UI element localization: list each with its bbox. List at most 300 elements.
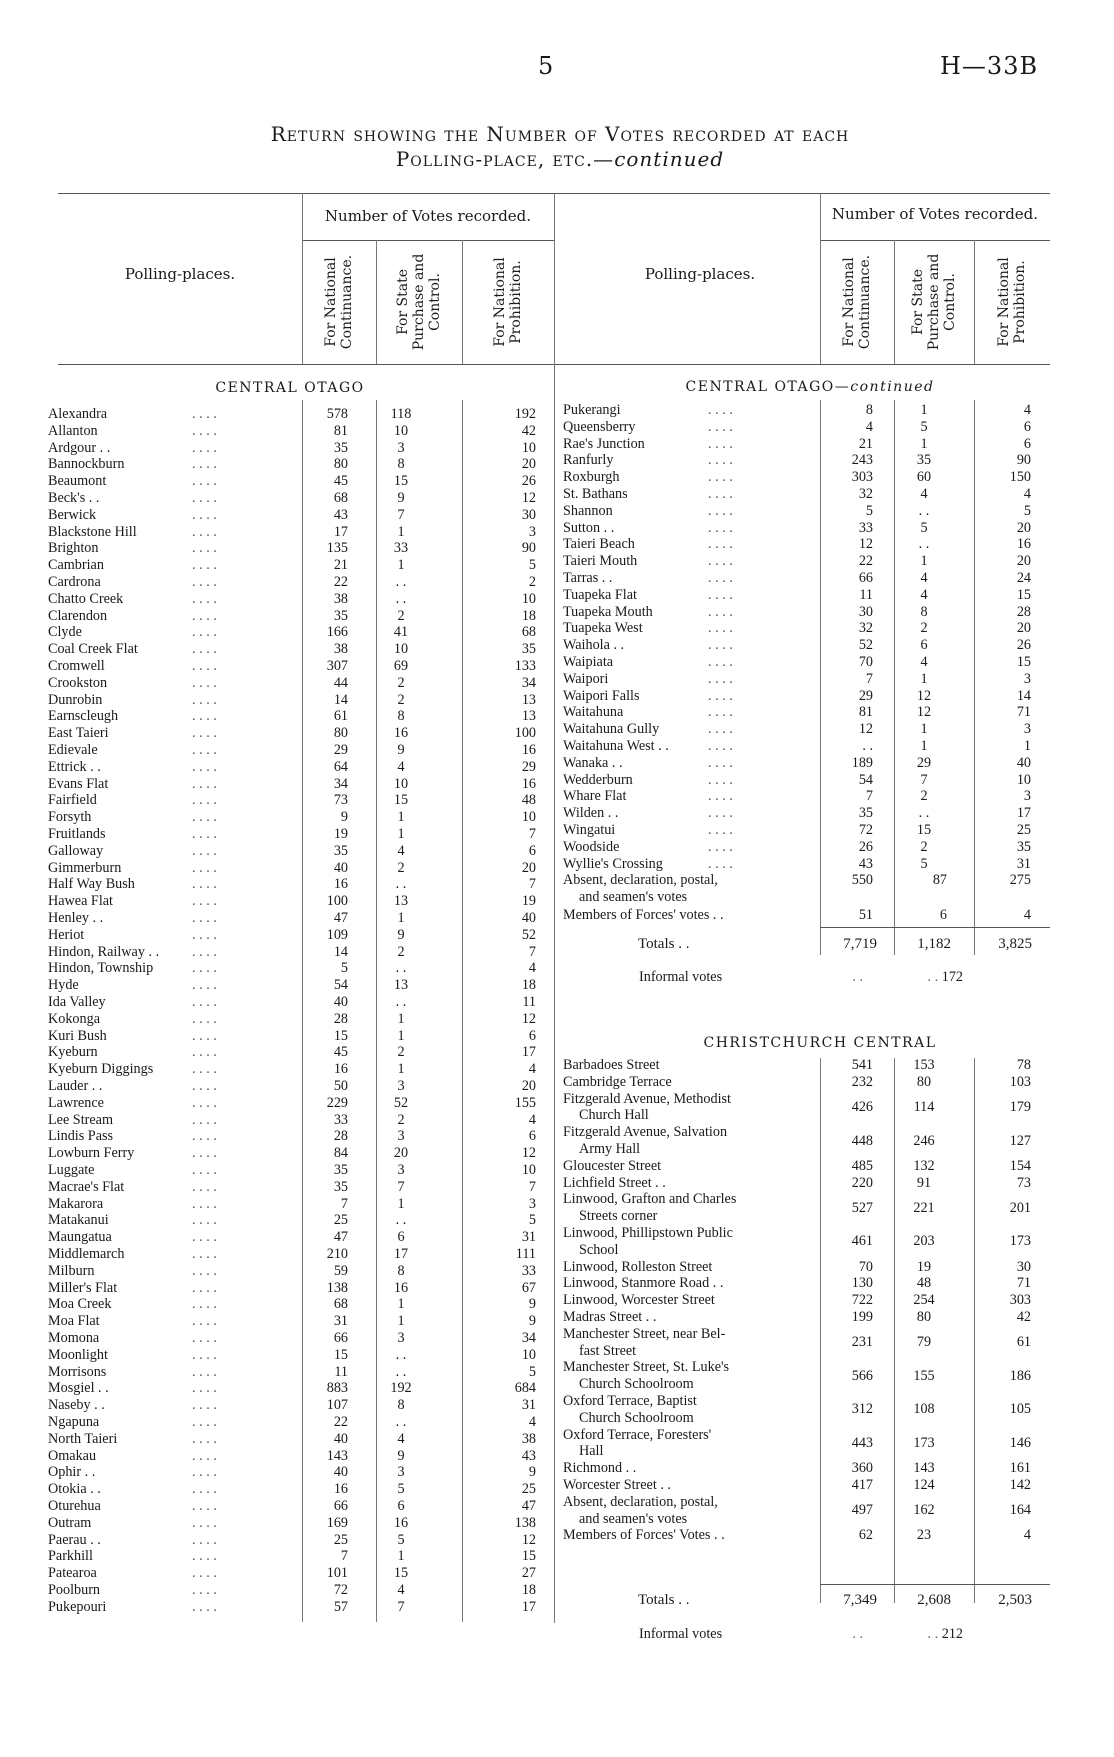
leader-dots: . . . . [192, 1279, 217, 1296]
prohibition-value: 100 [514, 725, 536, 742]
prohibition-value: 9 [528, 1296, 536, 1313]
polling-place-name: Forsyth [48, 809, 92, 826]
continuance-value: 35 [333, 1178, 348, 1195]
prohibition-value: 12 [521, 490, 536, 506]
polling-place-name: Lindis Pass [48, 1128, 114, 1145]
state-purchase-value: 5 [397, 1531, 405, 1548]
leader-dots: . . . . [192, 1044, 217, 1061]
polling-place-name-line-1: Manchester Street, near Bel- [563, 1325, 726, 1342]
prohibition-value: 154 [1009, 1157, 1031, 1174]
state-purchase-value: 9 [397, 490, 405, 506]
table-row [48, 692, 548, 709]
prohibition-value: 5 [528, 557, 536, 574]
prohibition-value: 3 [528, 1195, 536, 1212]
leader-dots: . . . . [192, 1229, 217, 1246]
continuance-value: 32 [858, 486, 873, 502]
table-row [563, 1309, 1053, 1326]
table-row [48, 1414, 548, 1431]
members-state: 6 [939, 907, 947, 923]
continuance-value: 29 [858, 687, 873, 704]
state-purchase-value: 35 [916, 452, 932, 469]
prohibition-value: 173 [1009, 1233, 1031, 1250]
polling-place-name: Wedderburn [563, 771, 633, 788]
state-purchase-value: 1 [397, 910, 405, 926]
table-row [563, 738, 1053, 755]
title-line-2-text: Polling-place, etc.— [395, 147, 615, 171]
page-title [60, 122, 1060, 172]
state-purchase-value: . . [918, 502, 930, 519]
header-number-of-votes-left: Number of Votes recorded. [324, 207, 532, 225]
polling-place-name: Mosgiel . . [48, 1380, 109, 1397]
continuance-value: 38 [333, 590, 348, 607]
polling-place-name: Dunrobin [48, 691, 103, 708]
informal-dots: . . [852, 969, 863, 985]
continuance-value: 62 [858, 1527, 873, 1544]
prohibition-value: 78 [1016, 1057, 1031, 1073]
polling-place-name-line-1: Absent, declaration, postal, [563, 1493, 718, 1510]
table-row [563, 419, 1053, 436]
polling-place-name [563, 1460, 636, 1477]
prohibition-value: 18 [521, 1582, 536, 1598]
state-purchase-value: 173 [913, 1434, 935, 1451]
table-row [48, 1599, 548, 1616]
state-purchase-value: . . [395, 1414, 407, 1430]
polling-place-name [563, 1359, 729, 1393]
polling-place-name: Waitahuna Gully [563, 721, 660, 738]
prohibition-value: 684 [514, 1380, 536, 1397]
state-purchase-value: 15 [916, 822, 932, 838]
polling-place-name: Lauder . . [48, 1078, 103, 1094]
state-purchase-value: 114 [913, 1098, 935, 1115]
informal-label: Informal votes [639, 1626, 723, 1642]
prohibition-value: 17 [521, 1044, 536, 1061]
polling-place-name: Waipori Falls [563, 687, 640, 704]
continuance-value: 578 [326, 406, 348, 422]
table-row [563, 772, 1053, 789]
leader-dots: . . . . [192, 792, 217, 809]
continuance-value: 138 [326, 1279, 348, 1296]
state-purchase-value: 8 [397, 1262, 405, 1279]
continuance-value: 21 [858, 435, 873, 452]
continuance-value: 166 [326, 624, 348, 641]
continuance-value: 70 [858, 1258, 873, 1275]
table-row [563, 486, 1053, 503]
prohibition-value: 2 [528, 574, 536, 590]
state-purchase-value: 1 [920, 721, 928, 738]
prohibition-value: 24 [1016, 570, 1031, 586]
leader-dots: . . . . [708, 771, 733, 788]
continuance-value: 66 [333, 1498, 348, 1514]
table-row [48, 1498, 548, 1515]
leader-dots: . . . . [192, 910, 217, 926]
state-purchase-value: 3 [397, 1128, 405, 1145]
prohibition-value: 20 [1016, 519, 1031, 536]
polling-place-name: Omakau [48, 1447, 97, 1464]
continuance-value: 44 [333, 674, 348, 691]
prohibition-value: 16 [1016, 536, 1031, 553]
prohibition-value: 29 [521, 758, 536, 775]
table-row [48, 1313, 548, 1330]
polling-place-name: Parkhill [48, 1548, 93, 1565]
polling-place-name-line-2: Army Hall [579, 1140, 641, 1157]
prohibition-value: 5 [528, 1363, 536, 1380]
state-purchase-value: 1 [920, 670, 928, 687]
continuance-value: 32 [858, 620, 873, 637]
prohibition-value: 146 [1009, 1434, 1031, 1451]
polling-place-name-line-1: Linwood, Rolleston Street [563, 1258, 713, 1275]
leader-dots: . . . . [192, 1296, 217, 1313]
prohibition-value: 30 [521, 506, 536, 523]
polling-place-name: Miller's Flat [48, 1279, 118, 1296]
state-purchase-value: 1 [397, 523, 405, 540]
table-row [48, 910, 548, 927]
leader-dots: . . . . [192, 574, 217, 590]
polling-place-name [563, 1393, 697, 1427]
leader-dots: . . . . [192, 1414, 217, 1430]
polling-place-name: Wingatui [563, 822, 616, 838]
state-purchase-value: 9 [397, 1447, 405, 1464]
prohibition-value: 52 [521, 926, 536, 943]
continuance-value: 47 [333, 910, 348, 926]
polling-place-name-line-1: Madras Street . . [563, 1309, 657, 1325]
polling-place-name: Coal Creek Flat [48, 641, 138, 658]
state-purchase-value: 80 [916, 1309, 932, 1325]
prohibition-value: 90 [1016, 452, 1031, 469]
polling-place-name: St. Bathans [563, 486, 628, 502]
continuance-value: 307 [326, 658, 348, 674]
prohibition-value: 35 [1016, 838, 1031, 855]
leader-dots: . . . . [192, 439, 217, 456]
prohibition-value: 192 [514, 406, 536, 422]
table-row [48, 1448, 548, 1465]
prohibition-value: 25 [1016, 822, 1031, 838]
leader-dots: . . . . [192, 590, 217, 607]
leader-dots: . . . . [192, 557, 217, 574]
leader-dots: . . . . [708, 402, 733, 418]
informal-dots: . . [852, 1626, 863, 1642]
title-line-2 [60, 147, 1060, 172]
table-row [563, 1259, 1053, 1276]
continuance-value: 40 [333, 859, 348, 876]
page-number: 5 [538, 52, 554, 80]
state-purchase-value: 1 [397, 1195, 405, 1212]
prohibition-value: 6 [1023, 435, 1031, 452]
prohibition-value: 5 [528, 1212, 536, 1229]
leader-dots: . . . . [708, 838, 733, 855]
table-row [48, 591, 548, 608]
leader-dots: . . . . [192, 758, 217, 775]
table-row [563, 856, 1053, 873]
state-purchase-value: 2 [397, 943, 405, 960]
state-purchase-value: 1 [397, 557, 405, 574]
continuance-value: 229 [326, 1094, 348, 1111]
table-row [48, 809, 548, 826]
continuance-value: 66 [333, 1330, 348, 1346]
informal-value-number: 172 [941, 969, 963, 985]
polling-place-name: Makarora [48, 1195, 104, 1212]
prohibition-value: 4 [1023, 1527, 1031, 1544]
prohibition-value: 6 [528, 842, 536, 859]
state-purchase-value: 7 [397, 506, 405, 523]
polling-place-name: Berwick [48, 506, 97, 523]
polling-place-name: Milburn [48, 1262, 95, 1279]
leader-dots: . . . . [192, 943, 217, 960]
table-row [563, 1074, 1053, 1091]
polling-place-name: Macrae's Flat [48, 1178, 125, 1195]
state-purchase-value: 6 [397, 1229, 405, 1246]
continuance-value: 50 [333, 1078, 348, 1094]
header-prohibition-left: For National Prohibition. [492, 257, 524, 347]
leader-dots: . . . . [708, 418, 733, 435]
leader-dots: . . . . [192, 1262, 217, 1279]
continuance-value: 7 [340, 1195, 348, 1212]
state-purchase-value: 9 [397, 926, 405, 943]
polling-place-name: Bannockburn [48, 456, 125, 473]
informal-value: . . 212 [927, 1626, 963, 1642]
continuance-value: 84 [333, 1145, 348, 1162]
table-row [48, 1532, 548, 1549]
polling-place-name: Wyllie's Crossing [563, 855, 663, 872]
table-row [48, 1565, 548, 1582]
state-purchase-value: 17 [393, 1246, 409, 1262]
continuance-value: 22 [858, 553, 873, 570]
leader-dots: . . . . [192, 1195, 217, 1212]
table-row [48, 759, 548, 776]
continuance-value: 33 [333, 1111, 348, 1128]
polling-place-name-line-1: Oxford Terrace, Foresters' [563, 1426, 712, 1443]
header-state-purchase-right: For State Purchase and Control. [910, 253, 958, 351]
polling-place-name [563, 1259, 712, 1276]
prohibition-value: 20 [521, 859, 536, 876]
polling-place-name-line-2: Church Schoolroom [579, 1376, 694, 1393]
state-purchase-value: 4 [397, 842, 405, 859]
table-row [563, 704, 1053, 721]
prohibition-value: 7 [528, 943, 536, 960]
state-purchase-value: 1 [397, 1548, 405, 1565]
state-purchase-value: 15 [393, 792, 409, 809]
polling-place-name: Patearoa [48, 1565, 97, 1582]
polling-place-name: Middlemarch [48, 1246, 125, 1262]
table-row [48, 927, 548, 944]
table-row [48, 1397, 548, 1414]
state-purchase-value: 1 [920, 553, 928, 570]
continuance-value: 52 [858, 637, 873, 654]
prohibition-value: 33 [521, 1262, 536, 1279]
state-purchase-value: 2 [920, 620, 928, 637]
prohibition-value: 127 [1009, 1132, 1031, 1149]
table-row [48, 1145, 548, 1162]
state-purchase-value: 2 [397, 1111, 405, 1128]
state-purchase-value: 4 [397, 1430, 405, 1447]
polling-place-name: Outram [48, 1514, 92, 1531]
table-row [48, 977, 548, 994]
table-row [563, 1527, 1053, 1544]
continuance-value: 25 [333, 1212, 348, 1229]
prohibition-value: 30 [1016, 1258, 1031, 1275]
leader-dots: . . . . [192, 960, 217, 977]
leader-dots: . . . . [708, 754, 733, 771]
table-row [48, 1229, 548, 1246]
state-purchase-value: 8 [397, 1397, 405, 1414]
state-purchase-value: . . [395, 876, 407, 893]
prohibition-value: 20 [1016, 553, 1031, 570]
table-row [563, 1057, 1053, 1074]
continuance-value: 64 [333, 758, 348, 775]
members-row-otago [563, 907, 1053, 924]
absent-state: 87 [932, 872, 947, 888]
leader-dots: . . . . [708, 788, 733, 805]
prohibition-value: 6 [528, 1027, 536, 1044]
prohibition-value: 4 [528, 1061, 536, 1078]
prohibition-value: 9 [528, 1313, 536, 1330]
continuance-value: 16 [333, 1061, 348, 1078]
table-row [48, 725, 548, 742]
leader-dots: . . . . [192, 775, 217, 792]
leader-dots: . . . . [192, 1145, 217, 1162]
polling-place-name: Oturehua [48, 1498, 101, 1514]
prohibition-value: 42 [521, 422, 536, 439]
state-purchase-value: 5 [397, 1481, 405, 1498]
continuance-value: 80 [333, 456, 348, 473]
continuance-value: 81 [858, 704, 873, 721]
polling-place-name: Henley . . [48, 910, 104, 926]
polling-place-name: Kokonga [48, 1010, 101, 1027]
table-row [563, 520, 1053, 537]
polling-place-name-line-2: School [579, 1241, 619, 1258]
polling-place-name: Taieri Mouth [563, 553, 638, 570]
state-purchase-value: 23 [916, 1527, 932, 1544]
polling-place-name-line-1: Manchester Street, St. Luke's [563, 1359, 730, 1376]
leader-dots: . . . . [192, 893, 217, 910]
polling-place-name: Morrisons [48, 1363, 107, 1380]
state-purchase-value: . . [395, 1363, 407, 1380]
table-row [48, 1112, 548, 1129]
polling-place-name: Naseby . . [48, 1397, 105, 1414]
informal-row-otago [563, 969, 1053, 986]
table-row [563, 1175, 1053, 1192]
polling-place-name: Rae's Junction [563, 435, 645, 452]
continuance-value: 15 [333, 1346, 348, 1363]
state-purchase-value: 10 [393, 422, 409, 439]
state-purchase-value: 7 [920, 771, 928, 788]
table-row [563, 553, 1053, 570]
polling-place-name: Roxburgh [563, 469, 620, 486]
prohibition-value: 161 [1009, 1460, 1031, 1477]
leader-dots: . . . . [192, 1212, 217, 1229]
leader-dots: . . . . [192, 406, 217, 422]
continuance-value: 34 [333, 775, 348, 792]
left-votes-rule [302, 240, 554, 241]
prohibition-value: 105 [1009, 1401, 1031, 1418]
state-purchase-value: . . [395, 960, 407, 977]
prohibition-value: 9 [528, 1464, 536, 1481]
prohibition-value: 68 [521, 624, 536, 641]
continuance-value: 189 [851, 754, 873, 771]
table-row [48, 473, 548, 490]
state-purchase-value: 6 [920, 637, 928, 654]
state-purchase-value: 6 [397, 1498, 405, 1514]
vrule [974, 240, 975, 364]
state-purchase-value: 1 [397, 1027, 405, 1044]
leader-dots: . . . . [192, 674, 217, 691]
table-row [563, 671, 1053, 688]
prohibition-value: 4 [528, 1414, 536, 1430]
prohibition-value: 3 [1023, 670, 1031, 687]
state-purchase-value: 2 [397, 607, 405, 624]
state-purchase-value: 3 [397, 1464, 405, 1481]
state-purchase-value: 16 [393, 725, 409, 742]
polling-place-name-line-2: fast Street [579, 1342, 637, 1359]
prohibition-value: 16 [521, 775, 536, 792]
polling-place-name: Ettrick . . [48, 758, 101, 775]
table-row [48, 1212, 548, 1229]
table-row [563, 1460, 1053, 1477]
prohibition-value: 31 [1016, 855, 1031, 872]
continuance-value: 5 [340, 960, 348, 977]
polling-place-name-line-1: Fitzgerald Avenue, Salvation [563, 1124, 728, 1141]
polling-place-name: Taieri Beach [563, 536, 635, 553]
polling-place-name [563, 1091, 731, 1125]
polling-place-name: Ngapuna [48, 1414, 100, 1430]
leader-dots: . . . . [192, 1027, 217, 1044]
section-central-otago-continued [640, 379, 980, 395]
polling-place-name: Edievale [48, 742, 98, 758]
leader-dots: . . . . [192, 1094, 217, 1111]
state-purchase-value: 162 [913, 1502, 935, 1519]
prohibition-value: 7 [528, 876, 536, 893]
table-row [563, 1359, 1053, 1393]
polling-place-name: Moonlight [48, 1346, 108, 1363]
prohibition-value: 27 [521, 1565, 536, 1582]
prohibition-value: 17 [521, 1598, 536, 1615]
prohibition-value: 6 [528, 1128, 536, 1145]
table-row [48, 524, 548, 541]
polling-place-name: Kyeburn Diggings [48, 1061, 154, 1078]
prohibition-value: 7 [528, 826, 536, 842]
state-purchase-value: 79 [916, 1334, 932, 1351]
prohibition-value: 10 [1016, 771, 1031, 788]
table-row [48, 944, 548, 961]
table-row [563, 436, 1053, 453]
prohibition-value: 4 [528, 1111, 536, 1128]
polling-place-name [563, 1191, 736, 1225]
polling-place-name [563, 1124, 727, 1158]
leader-dots: . . . . [192, 742, 217, 758]
table-row [48, 406, 548, 423]
continuance-value: 448 [851, 1132, 873, 1149]
continuance-value: 66 [858, 570, 873, 586]
leader-dots: . . . . [708, 435, 733, 452]
absent-label-1: Absent, declaration, postal, [563, 872, 718, 888]
polling-place-name: Lowburn Ferry [48, 1145, 135, 1162]
state-purchase-value: 1 [397, 1296, 405, 1313]
table-row [563, 688, 1053, 705]
continuance-value: . . [862, 738, 873, 754]
table-row [563, 1191, 1053, 1225]
totals-continuance: 7,349 [843, 1592, 877, 1608]
continuance-value: 417 [851, 1477, 873, 1493]
absent-prohibition: 275 [1009, 872, 1031, 888]
polling-place-name: Hyde [48, 977, 79, 994]
leader-dots: . . . . [192, 1548, 217, 1565]
state-purchase-value: 1 [397, 1313, 405, 1330]
prohibition-value: 73 [1016, 1174, 1031, 1191]
prohibition-value: 26 [521, 473, 536, 490]
table-row [48, 490, 548, 507]
prohibition-value: 14 [1016, 687, 1031, 704]
polling-place-name-line-2: Hall [579, 1443, 604, 1460]
table-row [563, 402, 1053, 419]
